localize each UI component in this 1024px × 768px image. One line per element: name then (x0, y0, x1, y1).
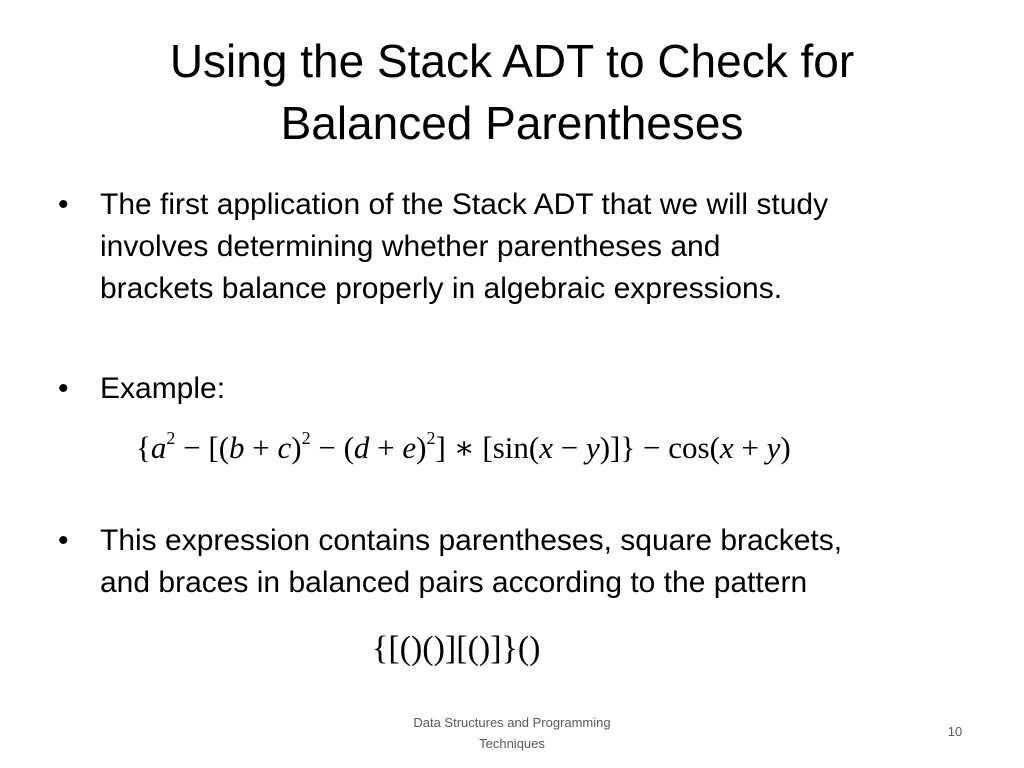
math-variable: d (353, 430, 370, 465)
bullet-line: The first application of the Stack ADT that we will study (100, 188, 829, 221)
math-token: − [( (175, 430, 230, 465)
math-exponent: 2 (166, 428, 176, 448)
math-variable: a (150, 430, 167, 465)
math-token: + (733, 430, 767, 465)
footer-course-title (362, 712, 662, 754)
math-token: + (244, 430, 278, 465)
slide-title (60, 30, 964, 154)
bullet-dot-icon: • (58, 188, 69, 221)
bullet-text (100, 368, 970, 410)
math-token: ) (416, 430, 427, 465)
footer-line: Data Structures and Programming (413, 715, 611, 730)
bracket-pattern: {[()()][()]}() (372, 630, 541, 667)
math-variable: e (402, 430, 417, 465)
math-token: ) (291, 430, 302, 465)
math-variable: b (229, 430, 245, 465)
math-token: { (136, 430, 151, 465)
bullet-dot-icon: • (58, 372, 69, 405)
math-variable: y (585, 430, 600, 465)
math-token: + (369, 430, 403, 465)
math-variable: c (277, 430, 292, 465)
math-exponent: 2 (301, 428, 311, 448)
footer-line: Techniques (479, 736, 545, 751)
bullet-line: Example: (100, 372, 226, 405)
bullet-text (100, 520, 970, 604)
math-token: )]} − cos( (599, 430, 720, 465)
example-expression (136, 430, 791, 466)
bullet-line: This expression contains parentheses, square brackets, (100, 524, 843, 557)
slide-title-line-1: Using the Stack ADT to Check for (169, 35, 855, 87)
math-exponent: 2 (426, 428, 436, 448)
bullet-line: involves determining whether parentheses and (100, 230, 721, 263)
math-variable: y (766, 430, 781, 465)
bullet-text (100, 184, 970, 310)
bullet-dot-icon: • (58, 524, 69, 557)
math-token: ] ∗ [sin( (435, 430, 540, 465)
slide-title-line-2: Balanced Parentheses (280, 97, 744, 149)
math-token: ) (780, 430, 791, 465)
math-token: − ( (310, 430, 354, 465)
page-number: 10 (947, 724, 963, 739)
bullet-line: and braces in balanced pairs according to the pattern (100, 566, 808, 599)
math-variable: x (719, 430, 734, 465)
bullet-line: brackets balance properly in algebraic expressions. (100, 272, 783, 305)
math-token: − (552, 430, 586, 465)
math-variable: x (539, 430, 553, 465)
